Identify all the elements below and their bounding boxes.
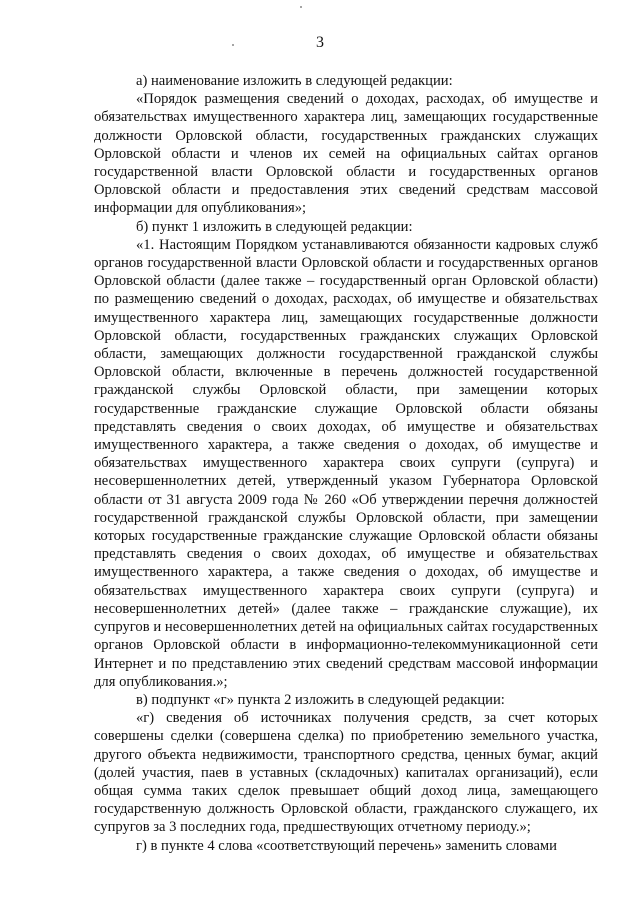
paragraph-a: а) наименование изложить в следующей редакции: <box>136 73 453 89</box>
paragraph-title-quote: «Порядок размещения сведений о доходах, расходах, об имуществе и обязательствах имущественного характера лиц, замещающих государственные должности Орловской области, государственных гражданских служащих Орловской области и членов их семей на официальных сайтах органов государственной власти Орловской области и государственных органов Орловской области и предоставления этих сведений средствам массовой информации для опубликования»; <box>94 91 598 217</box>
paragraph-g-quote: «г) сведения об источниках получения средств, за счет которых совершены сделки (совершена сделка) по приобретению земельного участка, другого объекта недвижимости, транспортного средства, ценных бумаг, акций (долей участия, паев в уставных (складочных) капиталах организаций), если общая сумма таких сделок превышает общий доход лица, замещающего государственную должность Орловской области, гражданского служащего, их супругов за 3 последних года, предшествующих отчетному периоду.»; <box>94 710 598 836</box>
scan-speck <box>300 6 302 8</box>
document-body <box>94 72 598 855</box>
paragraph-point-1: «1. Настоящим Порядком устанавливаются обязанности кадровых служб органов государственной власти Орловской области и государственных органов Орловской области (далее также – государственный орган Орловской области) по размещению сведений о доходах, расходах, об имуществе и обязательствах имущественного характера лиц, замещающих государственные должности Орловской области, государственных гражданских служащих Орловской области, замещающих должности государственной гражданской службы Орловской области, включенные в перечень должностей государственной гражданской службы Орловской области, при замещении которых государственные гражданские служащие Орловской области обязаны представлять сведения о своих доходах, об имуществе и обязательствах имущественного характера, а также сведения о доходах, об имуществе и обязательствах имущественного характера своих супруги (супруга) и несовершеннолетних детей, утвержденный указом Губернатора Орловской области от 31 августа 2009 года № 260 «Об утверждении перечня должностей государственной гражданской службы Орловской области, при замещении которых государственные гражданские служащие Орловской области обязаны представлять сведения о своих доходах, об имуществе и обязательствах имущественного характера, а также сведения о доходах, об имуществе и обязательствах имущественного характера своих супруги (супруга) и несовершеннолетних детей» (далее также – гражданские служащие), их супругов и несовершеннолетних детей на официальных сайтах государственных органов Орловской области в информационно-телекоммуникационной сети Интернет и по представлению этих сведений средствам массовой информации для опубликования.»; <box>94 236 598 690</box>
paragraph-b: б) пункт 1 изложить в следующей редакции: <box>136 218 413 235</box>
page-number: 3 <box>316 34 324 51</box>
paragraph-g: г) в пункте 4 слова «соответствующий перечень» заменить словами <box>136 837 557 854</box>
paragraph-v: в) подпункт «г» пункта 2 изложить в следующей редакции: <box>136 691 505 708</box>
